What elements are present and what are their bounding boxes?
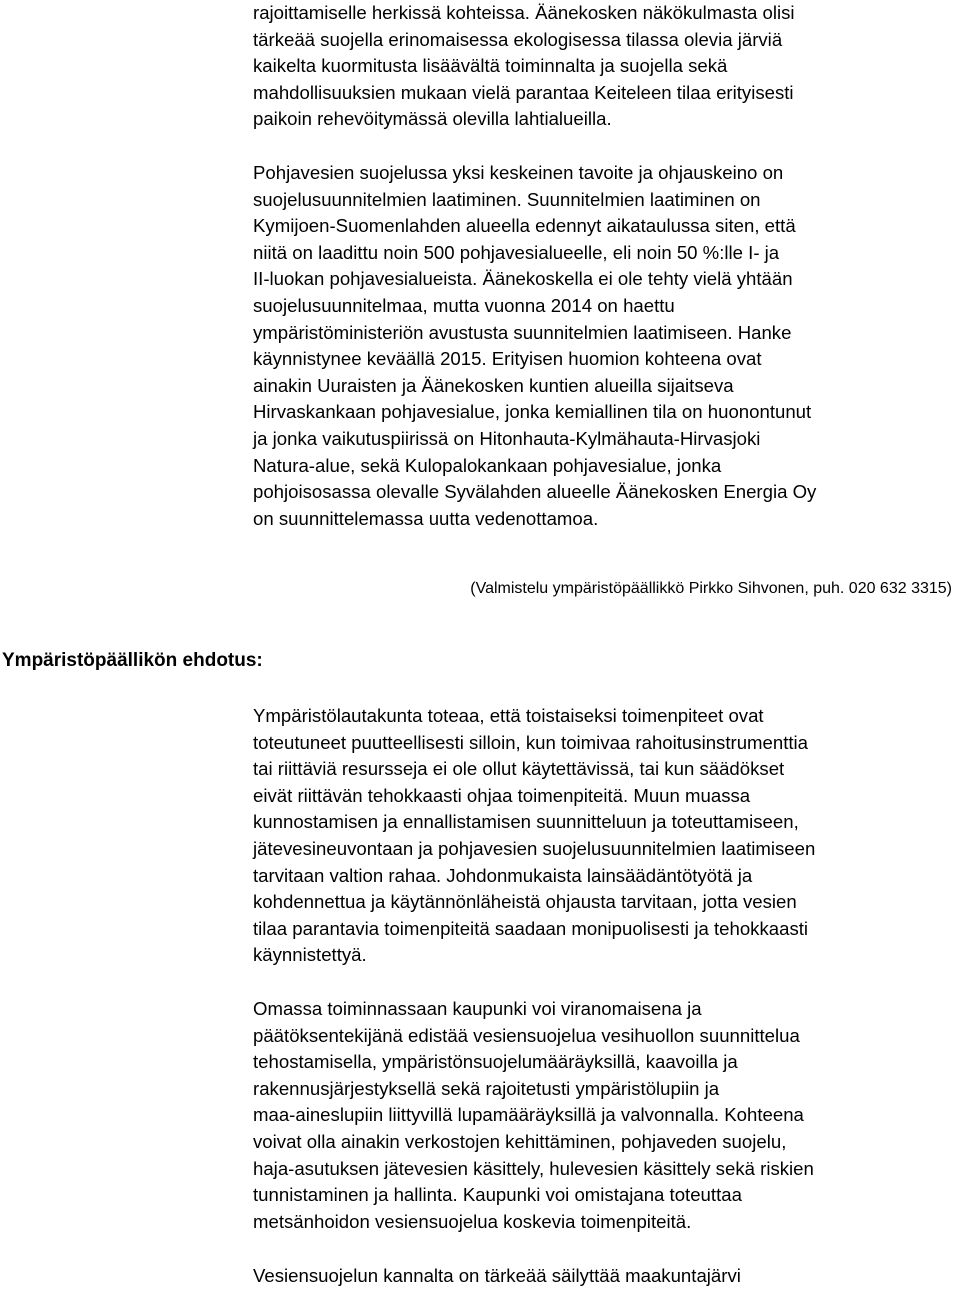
text-line: voivat olla ainakin verkostojen kehittäminen, pohjaveden suojelu, [253, 1130, 787, 1152]
text-line: tarvitaan valtion rahaa. Johdonmukaista lainsäädäntötyötä ja [253, 864, 753, 886]
preparation-credit: (Valmistelu ympäristöpäällikkö Pirkko Sihvonen, puh. 020 632 3315) [470, 580, 952, 597]
text-line: tärkeää suojella erinomaisessa ekologisessa tilassa olevia järviä [253, 28, 783, 50]
text-line: ja jonka vaikutuspiirissä on Hitonhauta-Kylmähauta-Hirvasjoki [253, 427, 761, 449]
text-line: tehostamisella, ympäristönsuojelumääräyksillä, kaavoilla ja [253, 1051, 738, 1073]
text-line: Pohjavesien suojelussa yksi keskeinen tavoite ja ohjauskeino on [253, 162, 784, 183]
text-line: jätevesineuvontaan ja pohjavesien suojelusuunnitelmien laatimiseen [253, 837, 816, 859]
text-line: pohjoisosassa olevalle Syvälahden alueelle Äänekosken Energia Oy [253, 481, 817, 503]
text-line: päätöksentekijänä edistää vesiensuojelua vesihuollon suunnittelua [253, 1024, 800, 1046]
text-line: Natura-alue, sekä Kulopalokankaan pohjavesialue, jonka [253, 454, 722, 476]
text-line: käynnistettyä. [253, 944, 367, 966]
text-line: rajoittamiselle herkissä kohteissa. Äänekosken näkökulmasta olisi [253, 2, 795, 23]
text-line: on suunnittelemassa uutta vedenottamoa. [253, 507, 599, 529]
text-line: rakennusjärjestyksellä sekä rajoitetusti ympäristölupiin ja [253, 1077, 720, 1099]
paragraph-proposal-statement [253, 703, 960, 969]
text-line: metsänhoidon vesiensuojelua koskevia toimenpiteitä. [253, 1210, 692, 1232]
paragraph-groundwater-protection [253, 160, 960, 532]
proposal-heading: Ympäristöpäällikön ehdotus: [2, 650, 263, 671]
text-line: kunnostamisen ja ennallistamisen suunnitteluun ja toteuttamiseen, [253, 811, 799, 833]
text-line: suojelusuunnitelmaa, mutta vuonna 2014 on haettu [253, 294, 675, 316]
text-line: toteutuneet puutteellisesti silloin, kun toimivaa rahoitusinstrumenttia [253, 731, 809, 753]
text-line: paikoin rehevöitymässä olevilla lahtialueilla. [253, 108, 612, 130]
paragraph-lake-protection [253, 0, 960, 133]
text-line: maa-aineslupiin liittyvillä lupamääräyksillä ja valvonnalla. Kohteena [253, 1104, 804, 1126]
text-line: II-luokan pohjavesialueista. Äänekoskella ei ole tehty vielä yhtään [253, 268, 793, 290]
text-line: eivät riittävän tehokkaasti ohjaa toimenpiteitä. Muun muassa [253, 784, 751, 806]
text-line: suojelusuunnitelmien laatiminen. Suunnitelmien laatiminen on [253, 188, 761, 210]
text-line: mahdollisuuksien mukaan vielä parantaa Keiteleen tilaa erityisesti [253, 81, 794, 103]
text-line: Omassa toiminnassaan kaupunki voi viranomaisena ja [253, 998, 702, 1019]
text-line: haja-asutuksen jätevesien käsittely, hulevesien käsittely sekä riskien [253, 1157, 814, 1179]
text-line: kohdennettua ja käytännönläheistä ohjausta tarvitaan, jotta vesien [253, 891, 797, 913]
text-line: tai riittäviä resursseja ei ole ollut käytettävissä, tai kun säädökset [253, 758, 785, 780]
text-line: niitä on laadittu noin 500 pohjavesialueelle, eli noin 50 %:lle I- ja [253, 241, 780, 263]
text-line: Hirvaskankaan pohjavesialue, jonka kemiallinen tila on huonontunut [253, 401, 812, 423]
paragraph-regional-lake [253, 1263, 960, 1290]
text-line: Ympäristölautakunta toteaa, että toistaiseksi toimenpiteet ovat [253, 705, 764, 726]
text-line: kaikelta kuormitusta lisäävältä toiminnalta ja suojella sekä [253, 55, 728, 77]
text-line: ainakin Uuraisten ja Äänekosken kuntien alueilla sijaitseva [253, 374, 734, 396]
text-line: Vesiensuojelun kannalta on tärkeää säilyttää maakuntajärvi [253, 1265, 741, 1286]
text-line: tunnistaminen ja hallinta. Kaupunki voi omistajana toteuttaa [253, 1184, 742, 1206]
text-line: käynnistynee keväällä 2015. Erityisen huomion kohteena ovat [253, 348, 762, 370]
text-line: tilaa parantavia toimenpiteitä saadaan monipuolisesti ja tehokkaasti [253, 917, 809, 939]
text-line: ympäristöministeriön avustusta suunnitelmien laatimiseen. Hanke [253, 321, 792, 343]
paragraph-city-actions [253, 996, 960, 1235]
text-line: Kymijoen-Suomenlahden alueella edennyt aikataulussa siten, että [253, 215, 796, 237]
